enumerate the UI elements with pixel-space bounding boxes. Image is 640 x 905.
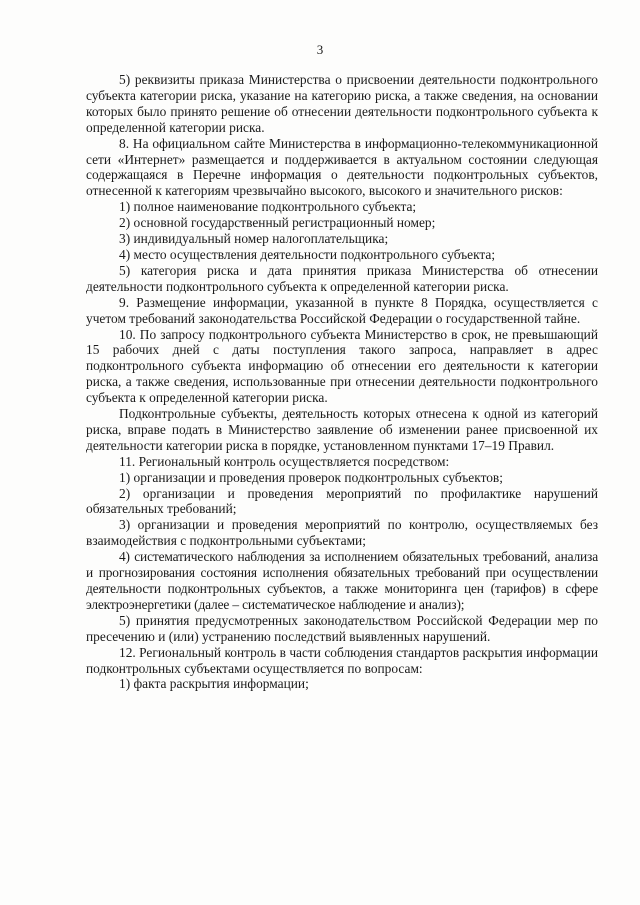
document-body (86, 72, 598, 692)
list-item-full-name: 1) полное наименование подконтрольного субъекта; (119, 199, 417, 215)
paragraph-item-10: 10. По запросу подконтрольного субъекта Министерство в срок, не превышающий 15 рабочих дней с даты поступления такого запроса, направляет в адрес подконтрольного субъекта информацию об отнесении его деятельности к категории риска, а также сведения, использованные при отнесении деятельности подконтрольного субъекта к определенной категории риска. (86, 326, 598, 406)
list-item-prevention: 2) организации и проведения мероприятий по профилактике нарушений обязательных требований; (86, 485, 598, 517)
paragraph-item-11: 11. Региональный контроль осуществляется посредством: (119, 453, 450, 469)
list-item-control-measures: 3) организации и проведения мероприятий по контролю, осуществляемых без взаимодействия с подконтрольными субъектами; (86, 517, 598, 549)
paragraph-item-9: 9. Размещение информации, указанной в пункте 8 Порядка, осуществляется с учетом требований законодательства Российской Федерации о государственной тайне. (86, 294, 598, 326)
list-item-risk-category: 5) категория риска и дата принятия приказа Министерства об отнесении деятельности подконтрольного субъекта к определенной категории риска. (86, 262, 598, 294)
list-item-inn: 3) индивидуальный номер налогоплательщика; (119, 231, 389, 247)
list-item-inspections: 1) организации и проведения проверок подконтрольных субъектов; (119, 469, 503, 485)
paragraph-item-8: 8. На официальном сайте Министерства в информационно-телекоммуникационной сети «Интернет» размещается и поддерживается в актуальном состоянии следующая содержащаяся в Перечне информация о деятельности подконтрольных субъектов, отнесенной к категориям чрезвычайно высокого, высокого и значительного рисков: (86, 135, 598, 199)
page-number: 3 (316, 42, 324, 57)
paragraph-change-request: Подконтрольные субъекты, деятельность которых отнесена к одной из категорий риска, вправе подать в Министерство заявление об изменении ранее присвоенной их деятельности категории риска в порядке, установленном пунктами 17–19 Правил. (86, 406, 598, 453)
paragraph-item-12: 12. Региональный контроль в части соблюдения стандартов раскрытия информации подконтрольных субъектами осуществляется по вопросам: (86, 644, 598, 676)
list-item-enforcement: 5) принятия предусмотренных законодательством Российской Федерации мер по пресечению и (или) устранению последствий выявленных нарушений. (86, 612, 598, 644)
list-item-disclosure: 1) факта раскрытия информации; (119, 676, 309, 692)
list-item-place: 4) место осуществления деятельности подконтрольного субъекта; (119, 246, 496, 262)
paragraph-clause-5-requisites: 5) реквизиты приказа Министерства о присвоении деятельности подконтрольного субъекта категории риска, указание на категорию риска, а также сведения, на основании которых было принято решение об отнесении деятельности подконтрольного субъекта к определенной категории риска. (86, 72, 598, 135)
list-item-observation: 4) систематического наблюдения за исполнением обязательных требований, анализа и прогнозирования состояния исполнения обязательных требований при осуществлении деятельности подконтрольных субъектов, а также мониторинга цен (тарифов) в сфере электроэнергетики (далее – систематическое наблюдение и анализ); (86, 549, 598, 612)
list-item-ogrn: 2) основной государственный регистрационный номер; (119, 215, 436, 231)
